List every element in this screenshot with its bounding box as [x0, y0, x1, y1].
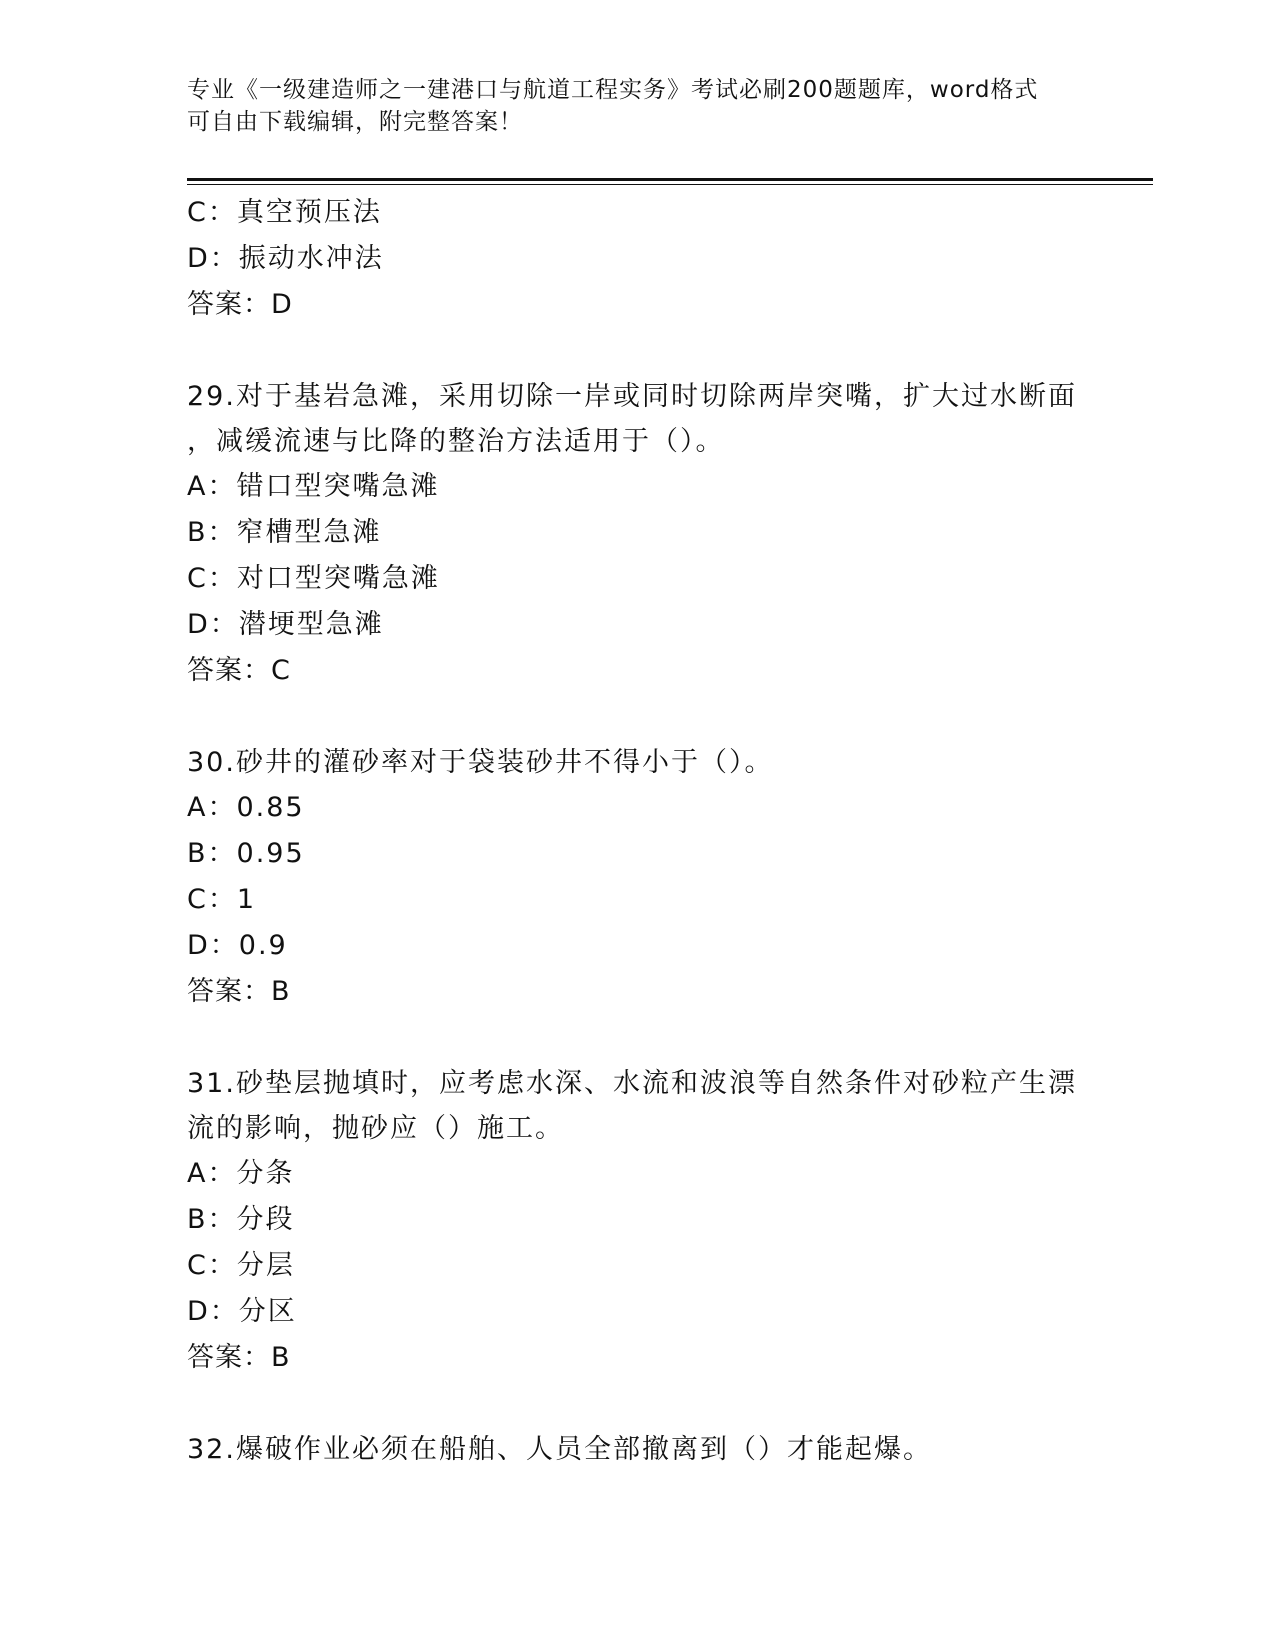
option-c: C：分层	[187, 1250, 295, 1281]
question-text: 31.砂垫层抛填时，应考虑水深、水流和波浪等自然条件对砂粒产生漂	[187, 1068, 1077, 1099]
question-30	[187, 740, 1087, 1015]
option-d: D：分区	[187, 1296, 297, 1327]
question-32	[187, 1427, 1087, 1472]
option-a: A：分条	[187, 1158, 295, 1189]
header-divider-thin	[187, 184, 1153, 185]
option-b: B：分段	[187, 1204, 295, 1235]
option-d: D：振动水冲法	[187, 243, 384, 274]
document-header	[187, 74, 1067, 138]
question-28-tail	[187, 190, 1087, 328]
header-title-line-1: 专业《一级建造师之一建港口与航道工程实务》考试必刷200题题库，word格式	[187, 77, 1039, 103]
question-31	[187, 1061, 1087, 1381]
option-b: B：0.95	[187, 838, 305, 869]
option-d: D：潜埂型急滩	[187, 609, 384, 640]
option-a: A：错口型突嘴急滩	[187, 471, 440, 502]
option-c: C：真空预压法	[187, 197, 382, 228]
header-divider-thick	[187, 178, 1153, 181]
question-text: 30.砂井的灌砂率对于袋装砂井不得小于（）。	[187, 747, 774, 778]
answer: 答案：C	[187, 655, 291, 686]
option-c: C：1	[187, 884, 257, 915]
question-29	[187, 374, 1087, 694]
question-text: ，减缓流速与比降的整治方法适用于（）。	[187, 426, 725, 457]
question-list	[187, 190, 1087, 1472]
answer: 答案：B	[187, 976, 291, 1007]
header-title-line-2: 可自由下载编辑，附完整答案！	[187, 109, 523, 135]
question-text: 流的影响，抛砂应（）施工。	[187, 1113, 564, 1144]
option-d: D：0.9	[187, 930, 288, 961]
question-text: 32.爆破作业必须在船舶、人员全部撤离到（）才能起爆。	[187, 1434, 932, 1465]
option-a: A：0.85	[187, 792, 305, 823]
answer: 答案：D	[187, 289, 293, 320]
question-text: 29.对于基岩急滩，采用切除一岸或同时切除两岸突嘴，扩大过水断面	[187, 381, 1077, 412]
option-c: C：对口型突嘴急滩	[187, 563, 440, 594]
answer: 答案：B	[187, 1342, 291, 1373]
option-b: B：窄槽型急滩	[187, 517, 382, 548]
